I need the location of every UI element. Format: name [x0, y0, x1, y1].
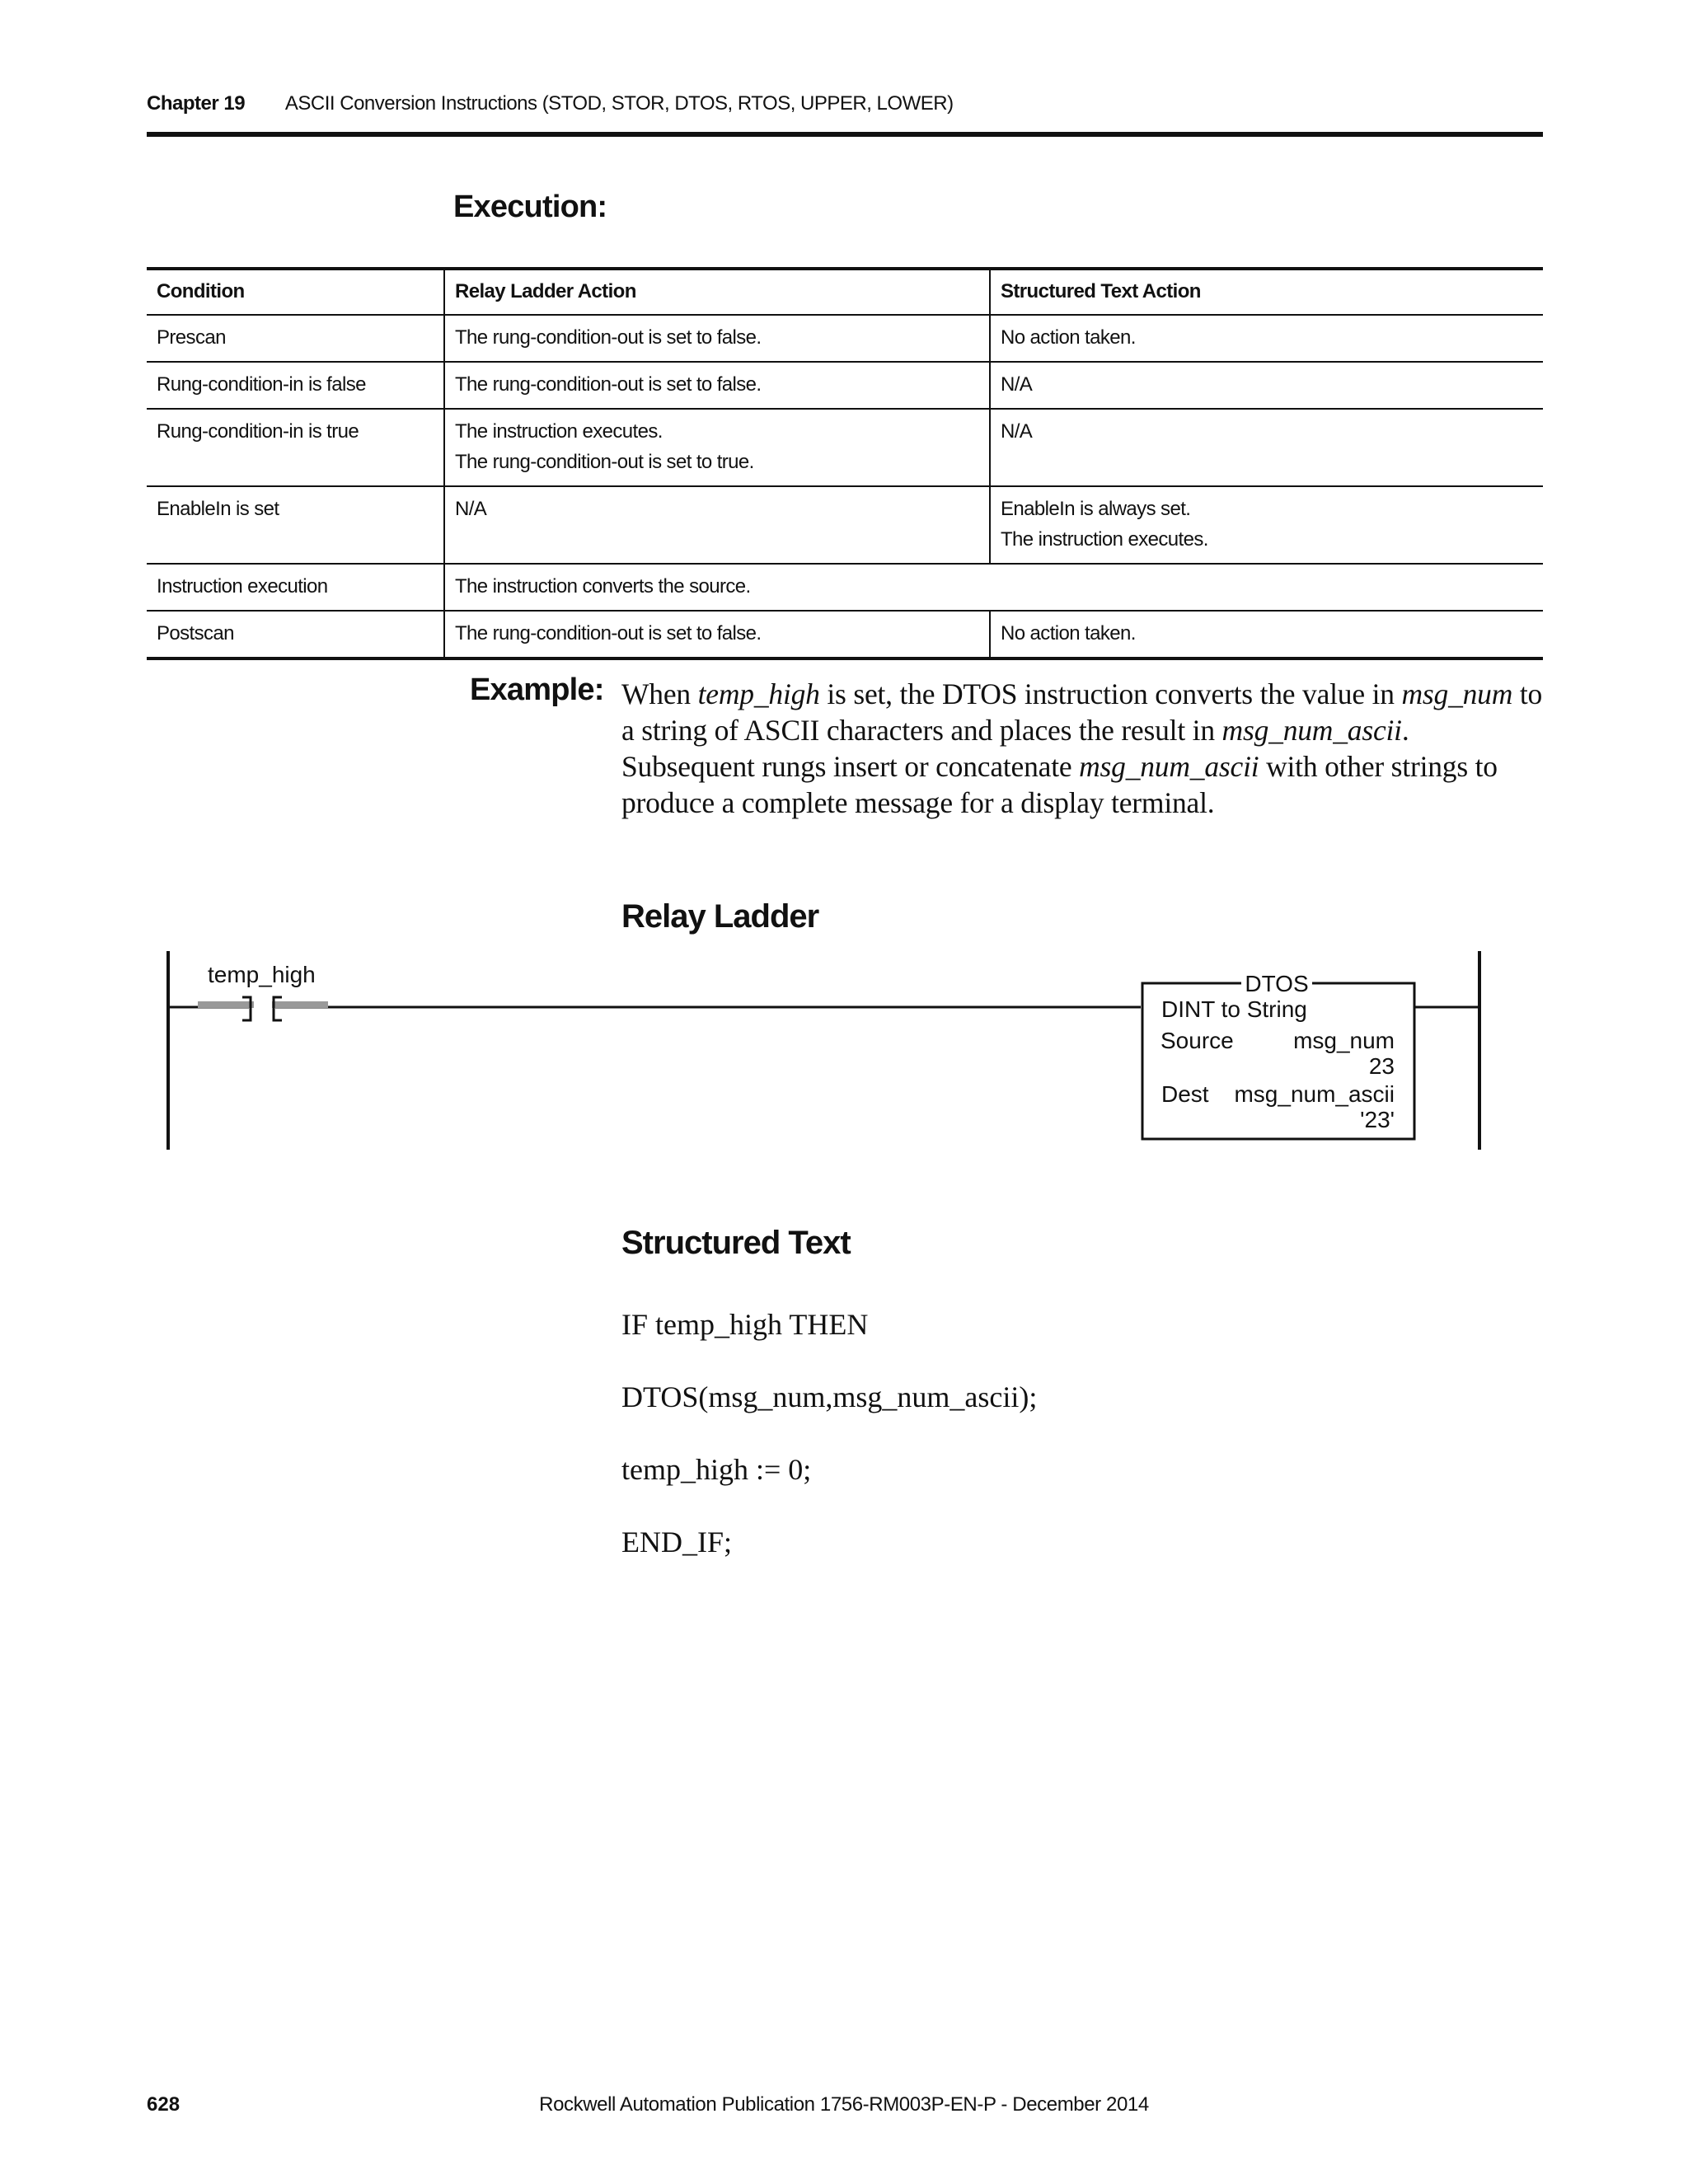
- cell-line: EnableIn is always set.: [1001, 498, 1191, 520]
- dtos-block-name: DTOS: [1245, 971, 1309, 996]
- example-tag-name: msg_num_ascii: [1079, 750, 1259, 783]
- cell-line: The rung-condition-out is set to false.: [455, 373, 762, 396]
- running-header: [147, 92, 954, 115]
- st-action-cell: [990, 315, 1543, 362]
- source-tag: msg_num: [1293, 1028, 1395, 1053]
- cell-line: The rung-condition-out is set to false.: [455, 622, 762, 644]
- st-action-cell: [990, 486, 1543, 564]
- table-row: [147, 362, 1543, 409]
- st-action-cell: [990, 362, 1543, 409]
- table-row: [147, 409, 1543, 486]
- ladder-diagram: [0, 948, 1688, 1154]
- chapter-label: Chapter 19: [147, 92, 246, 115]
- source-value: 23: [1368, 1053, 1395, 1079]
- relay-action-cell: [444, 409, 990, 486]
- column-header: Relay Ladder Action: [444, 269, 990, 315]
- table-row: [147, 611, 1543, 658]
- example-tag-name: msg_num_ascii: [1221, 714, 1402, 747]
- example-text-part: is set, the DTOS instruction converts the value in: [819, 677, 1402, 710]
- cell-line: No action taken.: [1001, 622, 1136, 644]
- column-header: Structured Text Action: [990, 269, 1543, 315]
- cell-line: The rung-condition-out is set to true.: [455, 451, 754, 473]
- chapter-title: ASCII Conversion Instructions (STOD, STOR, DTOS, RTOS, UPPER, LOWER): [284, 92, 954, 115]
- condition-cell: Prescan: [157, 326, 226, 349]
- cell-line: The instruction executes.: [455, 420, 663, 443]
- relay-action-cell: [444, 486, 990, 564]
- relay-action-cell: [444, 315, 990, 362]
- example-text-part: to a string of ASCII characters and places the result in: [621, 677, 1543, 747]
- cell-line: The instruction executes.: [1001, 528, 1208, 551]
- dest-tag: msg_num_ascii: [1234, 1081, 1395, 1107]
- condition-cell: Rung-condition-in is false: [157, 373, 366, 396]
- example-text-part: with other strings to produce a complete message for a display terminal.: [621, 750, 1498, 819]
- header-rule: [147, 132, 1543, 137]
- relay-action-cell: [444, 611, 990, 658]
- contact-tag-label: temp_high: [208, 962, 316, 987]
- execution-table: [147, 267, 1543, 660]
- cell-line: N/A: [1001, 420, 1033, 443]
- dtos-description: DINT to String: [1161, 996, 1307, 1022]
- cell-line: N/A: [1001, 373, 1033, 396]
- condition-cell: Instruction execution: [157, 575, 328, 598]
- st-code-line: DTOS(msg_num,msg_num_ascii);: [621, 1380, 1038, 1413]
- relay-action-cell: [444, 362, 990, 409]
- st-action-cell: [990, 409, 1543, 486]
- page-number: 628: [147, 2093, 181, 2116]
- example-text-part: When: [621, 677, 698, 710]
- dest-label: Dest: [1161, 1081, 1209, 1107]
- column-header: Condition: [157, 280, 245, 302]
- cell-line: The rung-condition-out is set to false.: [455, 326, 762, 349]
- publication-footer: Rockwell Automation Publication 1756-RM003P-EN-P - December 2014: [539, 2093, 1149, 2116]
- condition-cell: Rung-condition-in is true: [157, 420, 359, 443]
- execution-heading: Execution:: [453, 190, 607, 224]
- table-row: [147, 564, 1543, 611]
- source-label: Source: [1160, 1028, 1234, 1053]
- merged-action-cell: The instruction converts the source.: [444, 564, 1543, 611]
- cell-line: No action taken.: [1001, 326, 1136, 349]
- st-action-cell: [990, 611, 1543, 658]
- table-row: [147, 486, 1543, 564]
- st-code-line: END_IF;: [621, 1526, 732, 1558]
- condition-cell: Postscan: [157, 622, 234, 644]
- example-paragraph: [621, 676, 1549, 821]
- dest-value: '23': [1360, 1107, 1395, 1132]
- example-tag-name: msg_num: [1401, 677, 1513, 710]
- cell-line: N/A: [455, 498, 487, 520]
- table-row: [147, 315, 1543, 362]
- st-code-line: temp_high := 0;: [621, 1453, 812, 1486]
- structured-text-heading: Structured Text: [621, 1225, 851, 1261]
- condition-cell: EnableIn is set: [157, 498, 279, 520]
- example-label: Example:: [470, 673, 604, 707]
- st-code-line: IF temp_high THEN: [621, 1308, 869, 1341]
- xic-contact: [198, 997, 328, 1020]
- table-header-row: [147, 269, 1543, 315]
- example-text-part: . Subsequent rungs insert or concatenate: [621, 714, 1409, 783]
- example-tag-name: temp_high: [697, 677, 820, 710]
- relay-ladder-heading: Relay Ladder: [621, 898, 819, 935]
